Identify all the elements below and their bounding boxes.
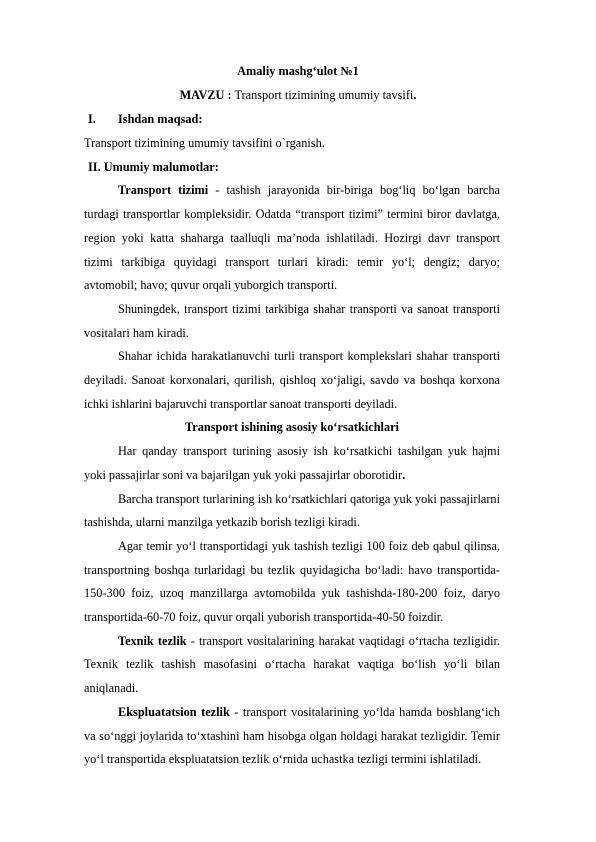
paragraph-4-end: .	[402, 467, 406, 482]
term-ekspluatatsion-tezlik: Ekspluatatsion tezlik	[118, 704, 230, 719]
paragraph-1-text: - tashish jarayonida bir-biriga bog‘liq bo‘lgan barcha turdagi transportlar kompleksidir. Odatda “transport tizimi” termini biror davlatga, region yoki katta shaharga taalluqli ma’noda ishlatiladi. Hozirgi davr transport tizimi tarkibiga quyidagi transport turlari kiradi: temir yo‘l; dengiz; daryo; avtomobil; havo; quvur orqali yuborgich transporti.	[84, 183, 500, 293]
paragraph-4	[84, 440, 500, 487]
section-1-text: Transport tizimining umumiy tavsifini o`rganish.	[84, 136, 325, 150]
section-1-number: I.	[88, 112, 96, 126]
paragraph-1	[84, 179, 500, 298]
paragraph-2: Shuningdek, transport tizimi tarkibiga shahar transporti va sanoat transporti vositalari ham kiradi.	[84, 301, 500, 340]
section-1-heading	[88, 108, 202, 132]
paragraph-7	[84, 630, 500, 701]
paragraph-8	[84, 701, 500, 772]
document-body	[84, 132, 500, 772]
paragraph-3: Shahar ichida harakatlanuvchi turli transport komplekslari shahar transporti deyiladi. Sanoat korxonalari, qurilish, qishloq xo‘jaligi, savdo va boshqa korxona ichki ishlarini bajaruvchi transportlar sanoat transporti deyiladi.	[84, 349, 500, 411]
page-title: Amaliy mashg‘ulot №1	[237, 64, 359, 78]
paragraph-6: Agar temir yo‘l transportidagi yuk tashish tezligi 100 foiz deb qabul qilinsa, transportning boshqa turlaridagi bu tezlik quyidagicha bo‘ladi: havo transportida-150-300 foiz, uzoq manzillarga avtomobilda yuk tashishda-180-200 foiz, daryo transportida-60-70 foiz, quvur orqali yuborish transportida-40-50 foizdir.	[84, 538, 500, 625]
topic-end: .	[413, 88, 417, 102]
term-texnik-tezlik: Texnik tezlik	[118, 633, 187, 648]
subheading: Transport ishining asosiy ko‘rsatkichlari	[185, 420, 399, 435]
paragraph-4-text: Har qanday transport turining asosiy ish ko‘rsatkichi tashilgan yuk hajmi yoki passajirlar soni va bajarilgan yuk yoki passajirlar oborotidir	[84, 444, 500, 482]
topic-text: Transport tizimining umumiy tavsifi	[234, 88, 414, 102]
topic-line	[0, 84, 596, 108]
topic-label: MAVZU :	[179, 88, 232, 102]
paragraph-5: Barcha transport turlarining ish ko‘rsatkichlari qatoriga yuk yoki passajirlarni tashishda, ularni manzilga yetkazib borish tezligi kiradi.	[84, 491, 500, 530]
section-2-heading: II. Umumiy malumotlar:	[88, 159, 219, 174]
paragraph-8-text: - transport vositalarining yo‘lda hamda boshlang‘ich va so‘nggi joylarida to‘xtashini ham hisobga olgan holdagi harakat tezligidir. Temir yo‘l transportida ekspluatatsion tezlik o‘rnida uchastka tezligi termini ishlatiladi.	[84, 704, 500, 767]
term-transport-tizimi: Transport tizimi	[118, 183, 209, 198]
paragraph-7-text: - transport vositalarining harakat vaqtidagi o‘rtacha tezligidir. Texnik tezlik tashish masofasini o‘rtacha harakat vaqtiga bo‘lish yo‘li bilan aniqlanadi.	[84, 633, 501, 696]
section-1-title: Ishdan maqsad:	[118, 112, 203, 126]
